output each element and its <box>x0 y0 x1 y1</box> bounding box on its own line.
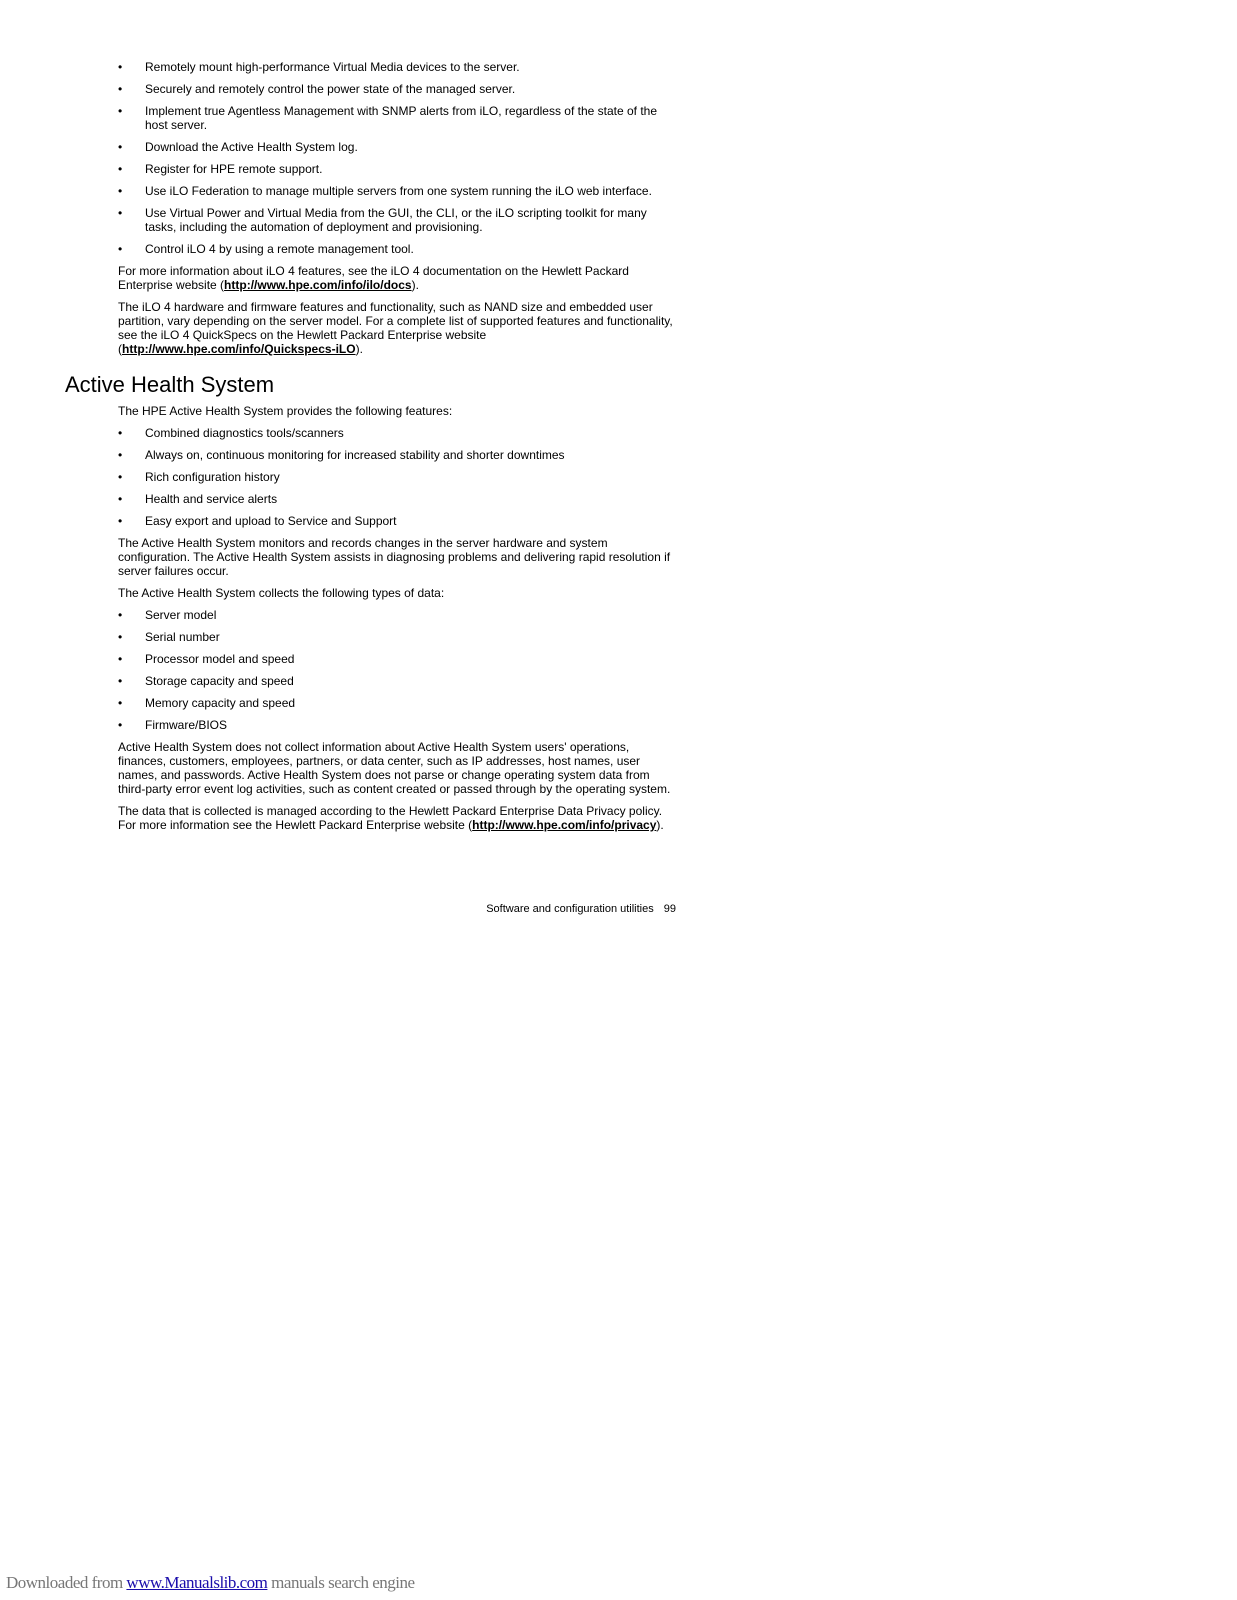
watermark-text: manuals search engine <box>267 1573 415 1592</box>
list-item <box>118 492 678 506</box>
quickspecs-paragraph <box>118 300 678 356</box>
list-item <box>118 82 678 96</box>
list-item <box>118 630 678 644</box>
list-item-text: Register for HPE remote support. <box>145 162 323 176</box>
bullet-icon: • <box>118 696 123 710</box>
page-footer <box>486 903 676 916</box>
paragraph-text: ). <box>355 342 363 356</box>
bullet-icon: • <box>118 104 123 118</box>
ilo-docs-link[interactable]: http://www.hpe.com/info/ilo/docs <box>224 278 412 292</box>
privacy-link[interactable]: http://www.hpe.com/info/privacy <box>472 818 657 832</box>
bullet-icon: • <box>118 140 123 154</box>
list-item-text: Memory capacity and speed <box>145 696 296 710</box>
bullet-icon: • <box>118 652 123 666</box>
bullet-icon: • <box>118 514 123 528</box>
list-item-text: Health and service alerts <box>145 492 278 506</box>
watermark-text: Downloaded from <box>6 1573 127 1592</box>
list-item <box>118 718 678 732</box>
ahs-intro-paragraph: The HPE Active Health System provides the following features: <box>118 404 453 418</box>
ahs-feature-list <box>118 426 678 528</box>
list-item <box>118 184 678 198</box>
ahs-monitor-paragraph: The Active Health System monitors and records changes in the server hardware and system configuration. The Active Health System assists in diagnosing problems and delivering rapid resolution if server failures occur. <box>118 536 671 578</box>
list-item-text: Implement true Agentless Management with SNMP alerts from iLO, regardless of the state of the host server. <box>145 104 658 132</box>
list-item-text: Storage capacity and speed <box>145 674 294 688</box>
paragraph-text: ). <box>411 278 419 292</box>
list-item <box>118 514 678 528</box>
ahs-data-intro-paragraph: The Active Health System collects the following types of data: <box>118 586 445 600</box>
bullet-icon: • <box>118 206 123 220</box>
ahs-policy-paragraph <box>118 804 678 832</box>
bullet-icon: • <box>118 630 123 644</box>
section-heading: Active Health System <box>65 372 275 397</box>
page-number: 99 <box>663 903 676 915</box>
bullet-icon: • <box>118 162 123 176</box>
list-item-text: Control iLO 4 by using a remote management tool. <box>145 242 414 256</box>
list-item-text: Server model <box>145 608 217 622</box>
list-item <box>118 426 678 440</box>
list-item <box>118 696 678 710</box>
paragraph-text: ). <box>656 818 664 832</box>
quickspecs-link[interactable]: http://www.hpe.com/info/Quickspecs-iLO <box>122 342 356 356</box>
list-item-text: Download the Active Health System log. <box>145 140 358 154</box>
list-item <box>118 448 678 462</box>
list-item-text: Use Virtual Power and Virtual Media from the GUI, the CLI, or the iLO scripting toolkit for many tasks, including the automation of deployment and provisioning. <box>145 206 647 234</box>
ahs-data-type-list <box>118 608 678 732</box>
footer-section-title: Software and configuration utilities <box>486 903 654 915</box>
list-item <box>118 60 678 74</box>
bullet-icon: • <box>118 674 123 688</box>
list-item <box>118 162 678 176</box>
bullet-icon: • <box>118 60 123 74</box>
list-item-text: Securely and remotely control the power state of the managed server. <box>145 82 516 96</box>
bullet-icon: • <box>118 718 123 732</box>
list-item-text: Combined diagnostics tools/scanners <box>145 426 344 440</box>
list-item-text: Rich configuration history <box>145 470 280 484</box>
paragraph-text: For more information about iLO 4 features, see the iLO 4 documentation on the Hewlett Packard Enterprise website ( <box>118 264 629 292</box>
list-item-text: Remotely mount high-performance Virtual Media devices to the server. <box>145 60 520 74</box>
list-item <box>118 652 678 666</box>
list-item-text: Firmware/BIOS <box>145 718 228 732</box>
list-item <box>118 242 678 256</box>
bullet-icon: • <box>118 492 123 506</box>
bullet-icon: • <box>118 470 123 484</box>
bullet-icon: • <box>118 184 123 198</box>
list-item <box>118 206 678 234</box>
download-watermark <box>6 1573 415 1593</box>
list-item <box>118 104 678 132</box>
bullet-icon: • <box>118 426 123 440</box>
bullet-icon: • <box>118 448 123 462</box>
list-item-text: Use iLO Federation to manage multiple servers from one system running the iLO web interface. <box>145 184 652 198</box>
paragraph-text: The data that is collected is managed according to the Hewlett Packard Enterprise Data Privacy policy. For more information see the Hewlett Packard Enterprise website ( <box>118 804 663 832</box>
list-item-text: Processor model and speed <box>145 652 295 666</box>
paragraph-text: The iLO 4 hardware and firmware features and functionality, such as NAND size and embedded user partition, vary depending on the server model. For a complete list of supported features and functionality, see the iLO 4 QuickSpecs on the Hewlett Packard Enterprise website ( <box>118 300 673 356</box>
list-item-text: Always on, continuous monitoring for increased stability and shorter downtimes <box>145 448 565 462</box>
list-item <box>118 470 678 484</box>
list-item-text: Easy export and upload to Service and Support <box>145 514 397 528</box>
bullet-icon: • <box>118 242 123 256</box>
bullet-icon: • <box>118 82 123 96</box>
ilo-docs-paragraph <box>118 264 678 292</box>
list-item-text: Serial number <box>145 630 220 644</box>
list-item <box>118 140 678 154</box>
list-item <box>118 674 678 688</box>
page-content <box>65 60 678 840</box>
bullet-icon: • <box>118 608 123 622</box>
ahs-privacy-paragraph: Active Health System does not collect information about Active Health System users' operations, finances, customers, employees, partners, or data center, such as IP addresses, host names, user names, and passwords. Active Health System does not parse or change operating system data from third-party error event log activities, such as content created or passed through by the operating system. <box>118 740 671 796</box>
ilo-feature-list <box>118 60 678 256</box>
manualslib-link[interactable]: www.Manualslib.com <box>126 1573 268 1592</box>
list-item <box>118 608 678 622</box>
